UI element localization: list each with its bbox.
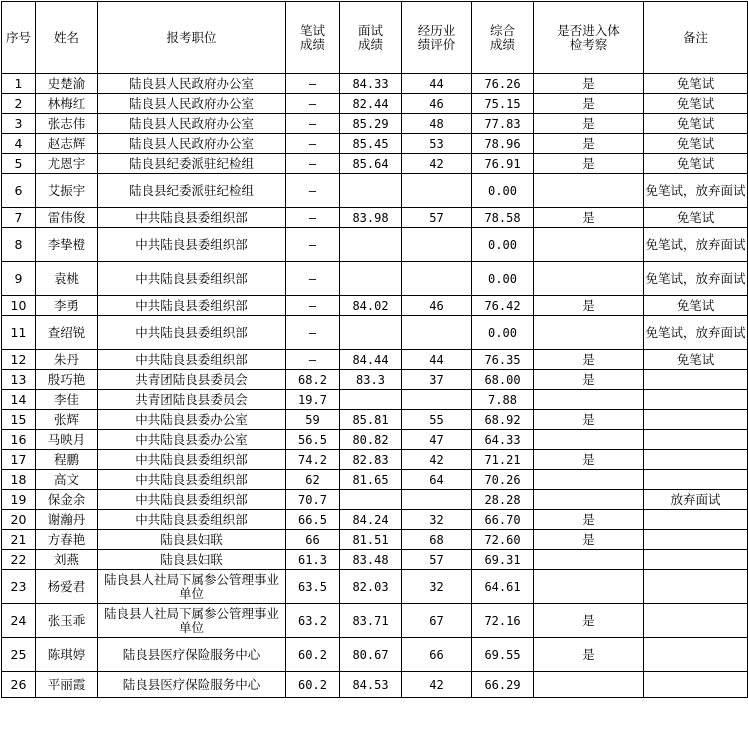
- remark: 免笔试: [644, 296, 748, 316]
- table-row: [2, 228, 748, 262]
- written-score: —: [286, 208, 340, 228]
- remark: [644, 604, 748, 638]
- row-number: 8: [2, 228, 36, 262]
- total-score: 78.58: [472, 208, 534, 228]
- total-score: 70.26: [472, 470, 534, 490]
- candidate-name: 雷伟俊: [36, 208, 98, 228]
- table-row: [2, 134, 748, 154]
- position: 陆良县妇联: [98, 550, 286, 570]
- interview-score: 83.71: [340, 604, 402, 638]
- interview-score: [340, 262, 402, 296]
- row-number: 24: [2, 604, 36, 638]
- experience-score: 57: [402, 550, 472, 570]
- table-row: [2, 154, 748, 174]
- written-score: 63.2: [286, 604, 340, 638]
- interview-score: [340, 228, 402, 262]
- total-score: 68.92: [472, 410, 534, 430]
- total-score: 0.00: [472, 174, 534, 208]
- header-no: 序号: [2, 2, 36, 74]
- physical-exam: 是: [534, 94, 644, 114]
- written-score: —: [286, 114, 340, 134]
- row-number: 23: [2, 570, 36, 604]
- interview-score: 81.65: [340, 470, 402, 490]
- position: 陆良县医疗保险服务中心: [98, 638, 286, 672]
- total-score: 72.60: [472, 530, 534, 550]
- table-row: [2, 296, 748, 316]
- experience-score: 42: [402, 672, 472, 698]
- position: 陆良县人民政府办公室: [98, 94, 286, 114]
- row-number: 21: [2, 530, 36, 550]
- experience-score: [402, 316, 472, 350]
- candidate-name: 保金余: [36, 490, 98, 510]
- row-number: 3: [2, 114, 36, 134]
- position: 陆良县人社局下属参公管理事业单位: [98, 604, 286, 638]
- written-score: —: [286, 94, 340, 114]
- interview-score: 84.33: [340, 74, 402, 94]
- physical-exam: 是: [534, 510, 644, 530]
- candidate-name: 袁桃: [36, 262, 98, 296]
- written-score: —: [286, 174, 340, 208]
- remark: [644, 450, 748, 470]
- written-score: 60.2: [286, 672, 340, 698]
- remark: [644, 638, 748, 672]
- total-score: 75.15: [472, 94, 534, 114]
- experience-score: 53: [402, 134, 472, 154]
- total-score: 64.33: [472, 430, 534, 450]
- candidate-name: 方春艳: [36, 530, 98, 550]
- experience-score: 32: [402, 570, 472, 604]
- remark: [644, 410, 748, 430]
- table-row: [2, 638, 748, 672]
- physical-exam: [534, 672, 644, 698]
- experience-score: 66: [402, 638, 472, 672]
- written-score: —: [286, 316, 340, 350]
- header-total-score: 综合成绩: [472, 2, 534, 74]
- remark: [644, 510, 748, 530]
- interview-score: 85.64: [340, 154, 402, 174]
- position: 中共陆良县委组织部: [98, 490, 286, 510]
- table-row: [2, 672, 748, 698]
- position: 中共陆良县委组织部: [98, 470, 286, 490]
- candidate-name: 查绍锐: [36, 316, 98, 350]
- interview-score: [340, 390, 402, 410]
- interview-score: 83.98: [340, 208, 402, 228]
- candidate-name: 陈琪婷: [36, 638, 98, 672]
- interview-score: 84.44: [340, 350, 402, 370]
- experience-score: [402, 228, 472, 262]
- experience-score: 55: [402, 410, 472, 430]
- total-score: 69.55: [472, 638, 534, 672]
- total-score: 76.26: [472, 74, 534, 94]
- written-score: 66.5: [286, 510, 340, 530]
- remark: [644, 430, 748, 450]
- physical-exam: [534, 390, 644, 410]
- row-number: 12: [2, 350, 36, 370]
- physical-exam: 是: [534, 114, 644, 134]
- remark: [644, 550, 748, 570]
- written-score: 56.5: [286, 430, 340, 450]
- interview-score: 80.82: [340, 430, 402, 450]
- interview-score: 80.67: [340, 638, 402, 672]
- candidate-name: 李勇: [36, 296, 98, 316]
- remark: 免笔试: [644, 114, 748, 134]
- candidate-name: 林梅红: [36, 94, 98, 114]
- written-score: —: [286, 350, 340, 370]
- written-score: 63.5: [286, 570, 340, 604]
- physical-exam: 是: [534, 134, 644, 154]
- candidate-name: 谢瀚丹: [36, 510, 98, 530]
- position: 中共陆良县委组织部: [98, 350, 286, 370]
- candidate-name: 杨爱君: [36, 570, 98, 604]
- remark: 免笔试: [644, 74, 748, 94]
- interview-score: 85.81: [340, 410, 402, 430]
- remark: [644, 570, 748, 604]
- table-row: [2, 450, 748, 470]
- header-interview-score: 面试成绩: [340, 2, 402, 74]
- table-row: [2, 390, 748, 410]
- physical-exam: 是: [534, 350, 644, 370]
- written-score: —: [286, 296, 340, 316]
- row-number: 5: [2, 154, 36, 174]
- candidate-name: 李挚橙: [36, 228, 98, 262]
- experience-score: [402, 174, 472, 208]
- table-row: [2, 316, 748, 350]
- header-row: [2, 2, 748, 74]
- total-score: 78.96: [472, 134, 534, 154]
- physical-exam: 是: [534, 450, 644, 470]
- header-experience-score: 经历业绩评价: [402, 2, 472, 74]
- table-row: [2, 174, 748, 208]
- candidate-name: 艾振宇: [36, 174, 98, 208]
- remark: [644, 672, 748, 698]
- row-number: 26: [2, 672, 36, 698]
- interview-score: 81.51: [340, 530, 402, 550]
- experience-score: 57: [402, 208, 472, 228]
- header-physical-exam: 是否进入体检考察: [534, 2, 644, 74]
- interview-score: 84.02: [340, 296, 402, 316]
- total-score: 64.61: [472, 570, 534, 604]
- position: 陆良县人民政府办公室: [98, 134, 286, 154]
- physical-exam: [534, 316, 644, 350]
- position: 中共陆良县委组织部: [98, 228, 286, 262]
- written-score: —: [286, 74, 340, 94]
- remark: 免笔试: [644, 134, 748, 154]
- written-score: 74.2: [286, 450, 340, 470]
- total-score: 77.83: [472, 114, 534, 134]
- row-number: 14: [2, 390, 36, 410]
- row-number: 4: [2, 134, 36, 154]
- physical-exam: [534, 174, 644, 208]
- table-row: [2, 370, 748, 390]
- row-number: 7: [2, 208, 36, 228]
- interview-score: 83.3: [340, 370, 402, 390]
- table-row: [2, 114, 748, 134]
- row-number: 2: [2, 94, 36, 114]
- table-row: [2, 410, 748, 430]
- written-score: —: [286, 262, 340, 296]
- row-number: 10: [2, 296, 36, 316]
- table-row: [2, 490, 748, 510]
- remark: [644, 370, 748, 390]
- row-number: 25: [2, 638, 36, 672]
- candidate-name: 尤恩宇: [36, 154, 98, 174]
- written-score: 59: [286, 410, 340, 430]
- position: 中共陆良县委组织部: [98, 450, 286, 470]
- results-table: [1, 1, 748, 698]
- physical-exam: 是: [534, 208, 644, 228]
- interview-score: [340, 316, 402, 350]
- total-score: 0.00: [472, 262, 534, 296]
- candidate-name: 殷巧艳: [36, 370, 98, 390]
- candidate-name: 史楚渝: [36, 74, 98, 94]
- header-written-score: 笔试成绩: [286, 2, 340, 74]
- candidate-name: 张志伟: [36, 114, 98, 134]
- header-name: 姓名: [36, 2, 98, 74]
- position: 中共陆良县委组织部: [98, 296, 286, 316]
- row-number: 19: [2, 490, 36, 510]
- table-row: [2, 94, 748, 114]
- written-score: —: [286, 134, 340, 154]
- experience-score: [402, 490, 472, 510]
- remark: 免笔试，放弃面试: [644, 174, 748, 208]
- physical-exam: 是: [534, 410, 644, 430]
- physical-exam: [534, 470, 644, 490]
- position: 陆良县人民政府办公室: [98, 74, 286, 94]
- table-row: [2, 74, 748, 94]
- total-score: 66.70: [472, 510, 534, 530]
- physical-exam: [534, 490, 644, 510]
- experience-score: 46: [402, 296, 472, 316]
- position: 陆良县纪委派驻纪检组: [98, 154, 286, 174]
- position: 中共陆良县委组织部: [98, 510, 286, 530]
- remark: 免笔试: [644, 350, 748, 370]
- row-number: 15: [2, 410, 36, 430]
- remark: 免笔试: [644, 208, 748, 228]
- experience-score: [402, 262, 472, 296]
- physical-exam: [534, 430, 644, 450]
- experience-score: 44: [402, 350, 472, 370]
- total-score: 28.28: [472, 490, 534, 510]
- total-score: 0.00: [472, 228, 534, 262]
- candidate-name: 张辉: [36, 410, 98, 430]
- written-score: 70.7: [286, 490, 340, 510]
- interview-score: 83.48: [340, 550, 402, 570]
- row-number: 11: [2, 316, 36, 350]
- total-score: 66.29: [472, 672, 534, 698]
- interview-score: [340, 174, 402, 208]
- position: 共青团陆良县委员会: [98, 370, 286, 390]
- remark: 免笔试: [644, 154, 748, 174]
- total-score: 71.21: [472, 450, 534, 470]
- total-score: 72.16: [472, 604, 534, 638]
- position: 陆良县纪委派驻纪检组: [98, 174, 286, 208]
- interview-score: 82.03: [340, 570, 402, 604]
- position: 共青团陆良县委员会: [98, 390, 286, 410]
- header-position: 报考职位: [98, 2, 286, 74]
- remark: 免笔试，放弃面试: [644, 262, 748, 296]
- total-score: 68.00: [472, 370, 534, 390]
- written-score: 66: [286, 530, 340, 550]
- total-score: 76.35: [472, 350, 534, 370]
- position: 中共陆良县委组织部: [98, 316, 286, 350]
- experience-score: 64: [402, 470, 472, 490]
- table-row: [2, 430, 748, 450]
- experience-score: 47: [402, 430, 472, 450]
- table-row: [2, 262, 748, 296]
- position: 中共陆良县委组织部: [98, 208, 286, 228]
- candidate-name: 张玉乖: [36, 604, 98, 638]
- position: 中共陆良县委办公室: [98, 430, 286, 450]
- total-score: 76.42: [472, 296, 534, 316]
- physical-exam: 是: [534, 530, 644, 550]
- remark: 免笔试，放弃面试: [644, 228, 748, 262]
- total-score: 69.31: [472, 550, 534, 570]
- physical-exam: [534, 550, 644, 570]
- row-number: 17: [2, 450, 36, 470]
- candidate-name: 高文: [36, 470, 98, 490]
- experience-score: 68: [402, 530, 472, 550]
- written-score: 68.2: [286, 370, 340, 390]
- row-number: 6: [2, 174, 36, 208]
- row-number: 1: [2, 74, 36, 94]
- total-score: 76.91: [472, 154, 534, 174]
- table-row: [2, 350, 748, 370]
- physical-exam: 是: [534, 370, 644, 390]
- remark: [644, 390, 748, 410]
- physical-exam: 是: [534, 74, 644, 94]
- row-number: 20: [2, 510, 36, 530]
- position: 陆良县人民政府办公室: [98, 114, 286, 134]
- experience-score: 42: [402, 450, 472, 470]
- interview-score: 82.44: [340, 94, 402, 114]
- candidate-name: 马映月: [36, 430, 98, 450]
- interview-score: 85.29: [340, 114, 402, 134]
- experience-score: 37: [402, 370, 472, 390]
- experience-score: 42: [402, 154, 472, 174]
- position: 陆良县妇联: [98, 530, 286, 550]
- interview-score: 84.53: [340, 672, 402, 698]
- position: 中共陆良县委组织部: [98, 262, 286, 296]
- candidate-name: 刘燕: [36, 550, 98, 570]
- table-row: [2, 530, 748, 550]
- written-score: 60.2: [286, 638, 340, 672]
- total-score: 7.88: [472, 390, 534, 410]
- remark: 免笔试，放弃面试: [644, 316, 748, 350]
- table-row: [2, 510, 748, 530]
- row-number: 22: [2, 550, 36, 570]
- row-number: 16: [2, 430, 36, 450]
- candidate-name: 朱丹: [36, 350, 98, 370]
- row-number: 18: [2, 470, 36, 490]
- candidate-name: 平丽霞: [36, 672, 98, 698]
- physical-exam: 是: [534, 296, 644, 316]
- remark: [644, 470, 748, 490]
- row-number: 9: [2, 262, 36, 296]
- physical-exam: [534, 228, 644, 262]
- interview-score: 84.24: [340, 510, 402, 530]
- experience-score: 48: [402, 114, 472, 134]
- remark: 放弃面试: [644, 490, 748, 510]
- experience-score: 67: [402, 604, 472, 638]
- interview-score: 82.83: [340, 450, 402, 470]
- physical-exam: [534, 570, 644, 604]
- candidate-name: 李佳: [36, 390, 98, 410]
- table-row: [2, 570, 748, 604]
- table-row: [2, 604, 748, 638]
- experience-score: 44: [402, 74, 472, 94]
- candidate-name: 程鹏: [36, 450, 98, 470]
- physical-exam: 是: [534, 604, 644, 638]
- interview-score: 85.45: [340, 134, 402, 154]
- remark: [644, 530, 748, 550]
- header-remark: 备注: [644, 2, 748, 74]
- physical-exam: [534, 262, 644, 296]
- experience-score: [402, 390, 472, 410]
- row-number: 13: [2, 370, 36, 390]
- table-row: [2, 208, 748, 228]
- experience-score: 32: [402, 510, 472, 530]
- total-score: 0.00: [472, 316, 534, 350]
- written-score: —: [286, 154, 340, 174]
- written-score: 62: [286, 470, 340, 490]
- position: 中共陆良县委办公室: [98, 410, 286, 430]
- written-score: 61.3: [286, 550, 340, 570]
- remark: 免笔试: [644, 94, 748, 114]
- written-score: 19.7: [286, 390, 340, 410]
- table-row: [2, 550, 748, 570]
- table-body: [2, 74, 748, 698]
- written-score: —: [286, 228, 340, 262]
- physical-exam: 是: [534, 638, 644, 672]
- candidate-name: 赵志辉: [36, 134, 98, 154]
- position: 陆良县医疗保险服务中心: [98, 672, 286, 698]
- experience-score: 46: [402, 94, 472, 114]
- position: 陆良县人社局下属参公管理事业单位: [98, 570, 286, 604]
- physical-exam: 是: [534, 154, 644, 174]
- interview-score: [340, 490, 402, 510]
- table-row: [2, 470, 748, 490]
